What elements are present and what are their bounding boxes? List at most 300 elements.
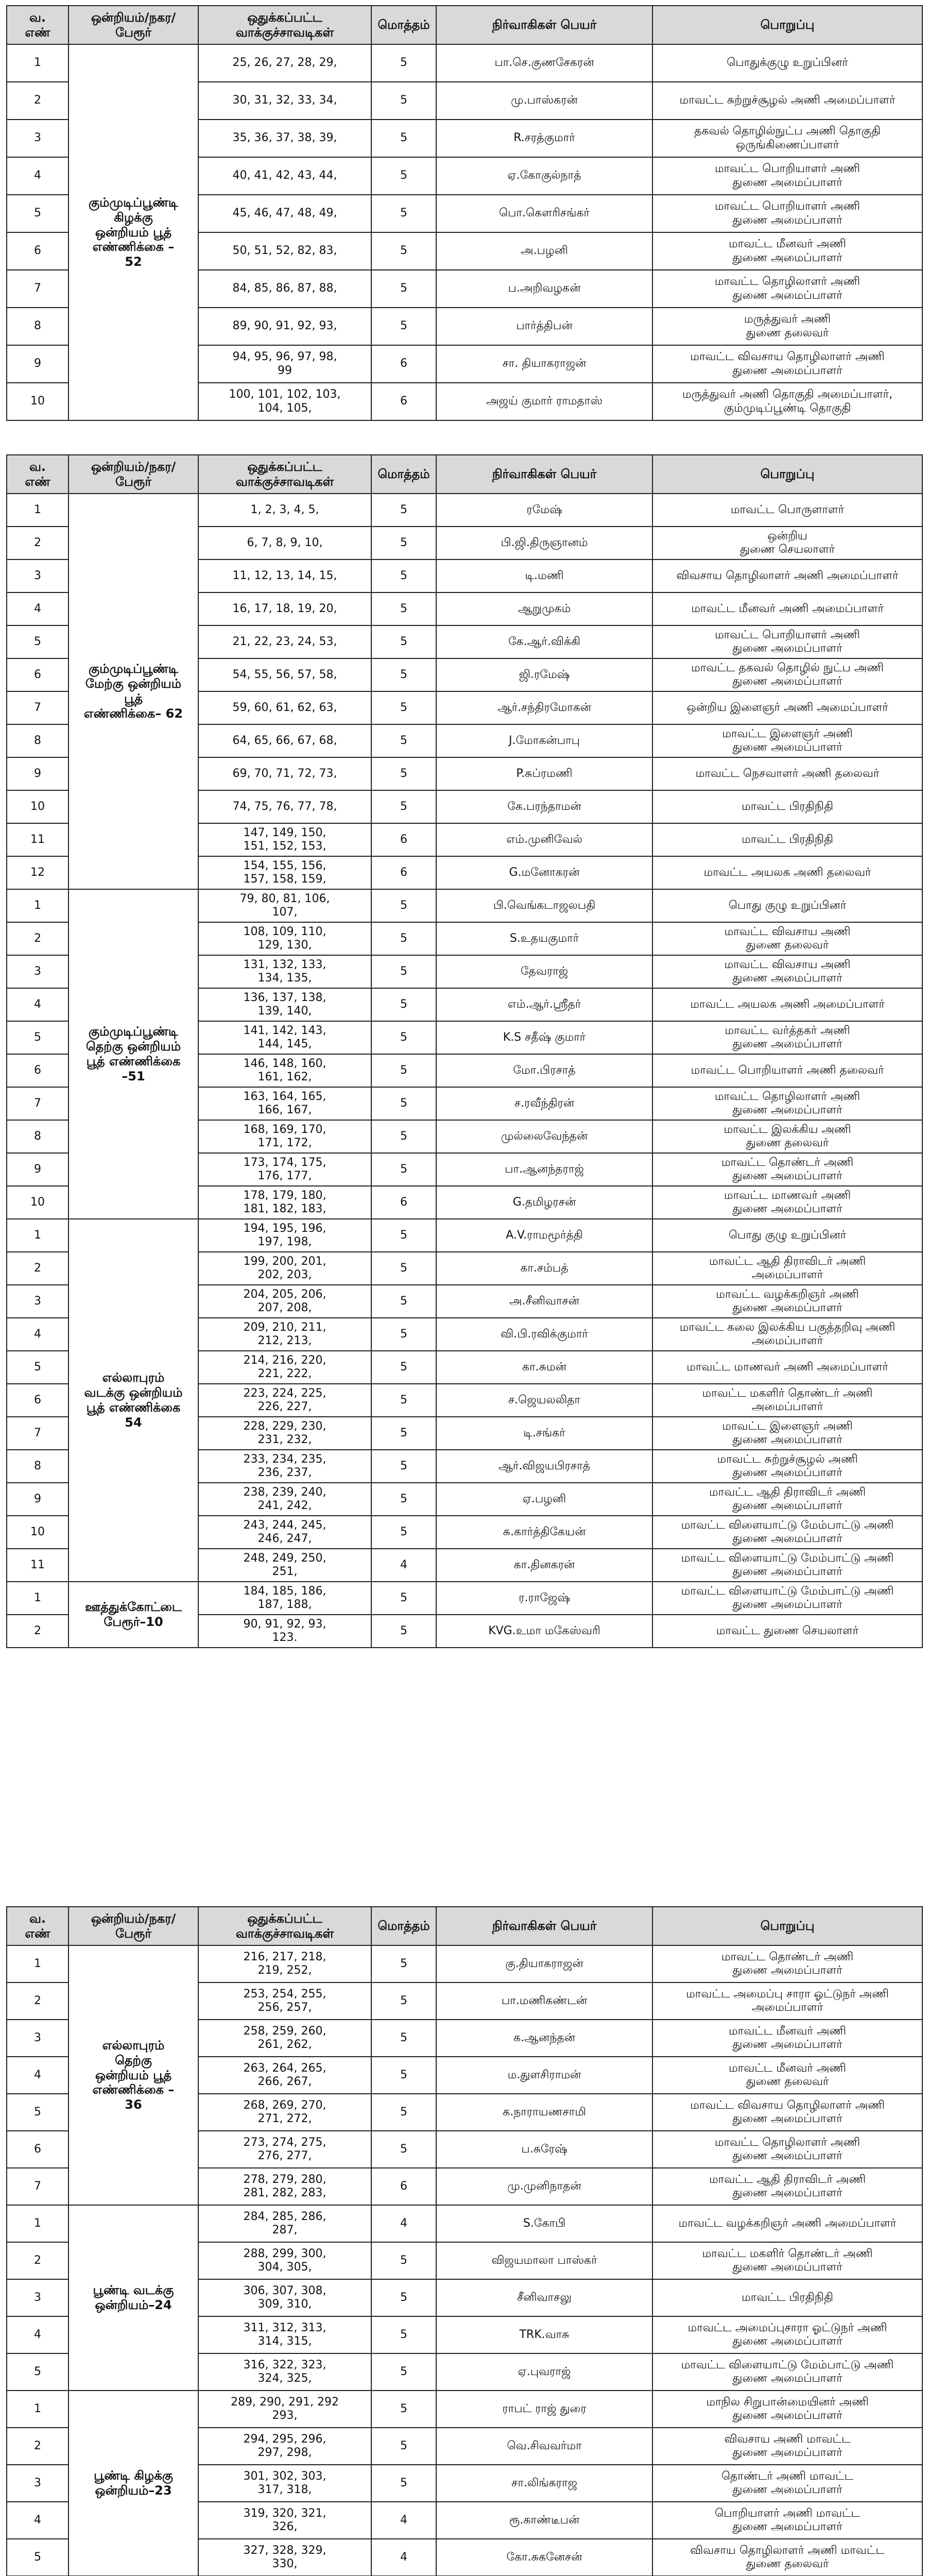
cell-booths: 35, 36, 37, 38, 39, bbox=[198, 120, 371, 157]
cell-total: 5 bbox=[371, 560, 436, 592]
cell-name: சா.லிங்கராஜ bbox=[436, 2465, 652, 2502]
cell-role: மாவட்ட விளையாட்டு மேம்பாட்டு அணி துணை அமைப்பாளர் bbox=[652, 2353, 922, 2391]
table-row bbox=[7, 1219, 922, 1252]
cell-name: பா.மணிகண்டன் bbox=[436, 1982, 652, 2020]
cell-name: வி.பி.ரவிக்குமார் bbox=[436, 1318, 652, 1351]
cell-role: மாவட்ட கலை இலக்கிய பகுத்தறிவு அணி அமைப்பாளர் bbox=[652, 1318, 922, 1351]
table-row bbox=[7, 1582, 922, 1615]
cell-role: மாவட்ட ஆதி திராவிடர் அணி துணை அமைப்பாளர் bbox=[652, 2168, 922, 2205]
cell-role: மாவட்ட விவசாய அணி துணை தலைவர் bbox=[652, 922, 922, 955]
cell-booths: 131, 132, 133, 134, 135, bbox=[198, 955, 371, 988]
cell-name: ர.ராஜேஷ் bbox=[436, 1582, 652, 1615]
cell-name: G.மனோகரன் bbox=[436, 856, 652, 889]
cell-total: 5 bbox=[371, 955, 436, 988]
cell-booths: 268, 269, 270, 271, 272, bbox=[198, 2094, 371, 2131]
header-union: ஒன்றியம்/நகர/ பேரூர் bbox=[68, 6, 198, 44]
cell-total: 5 bbox=[371, 1087, 436, 1120]
cell-name: ரமேஷ் bbox=[436, 494, 652, 527]
cell-role: ஒன்றிய துணை செயலாளர் bbox=[652, 527, 922, 560]
cell-num: 1 bbox=[7, 1582, 68, 1615]
cell-booths: 154, 155, 156, 157, 158, 159, bbox=[198, 856, 371, 889]
cell-booths: 21, 22, 23, 24, 53, bbox=[198, 625, 371, 658]
table-row bbox=[7, 889, 922, 922]
cell-name: டி.மணி bbox=[436, 560, 652, 592]
cell-name: மு.பாஸ்கரன் bbox=[436, 82, 652, 120]
cell-num: 3 bbox=[7, 2020, 68, 2057]
cell-num: 3 bbox=[7, 120, 68, 157]
cell-name: கே.பரந்தாமன் bbox=[436, 790, 652, 823]
cell-name: ஏ.புவராஜ் bbox=[436, 2353, 652, 2391]
cell-num: 4 bbox=[7, 157, 68, 195]
cell-booths: 284, 285, 286, 287, bbox=[198, 2205, 371, 2242]
cell-role: தகவல் தொழில்நுட்ப அணி தொகுதி ஒருங்கிணைப்பாளர் bbox=[652, 120, 922, 157]
cell-total: 6 bbox=[371, 1186, 436, 1219]
cell-booths: 223, 224, 225, 226, 227, bbox=[198, 1384, 371, 1417]
cell-role: பொது குழு உறுப்பினர் bbox=[652, 889, 922, 922]
cell-name: A.V.ராமமூர்த்தி bbox=[436, 1219, 652, 1252]
header-role: பொறுப்பு bbox=[652, 6, 922, 44]
cell-num: 12 bbox=[7, 856, 68, 889]
cell-name: பொ.கௌரிசங்கர் bbox=[436, 195, 652, 232]
cell-num: 5 bbox=[7, 195, 68, 232]
cell-booths: 64, 65, 66, 67, 68, bbox=[198, 724, 371, 757]
cell-booths: 319, 320, 321, 326, bbox=[198, 2502, 371, 2539]
cell-role: ஒன்றிய இளைஞர் அணி அமைப்பாளர் bbox=[652, 691, 922, 724]
cell-num: 1 bbox=[7, 44, 68, 82]
header-num: வ. எண் bbox=[7, 455, 68, 494]
cell-name: க.நாராயணசாமி bbox=[436, 2094, 652, 2131]
cell-booths: 74, 75, 76, 77, 78, bbox=[198, 790, 371, 823]
cell-booths: 54, 55, 56, 57, 58, bbox=[198, 658, 371, 691]
cell-role: பொது குழு உறுப்பினர் bbox=[652, 1219, 922, 1252]
cell-total: 4 bbox=[371, 2502, 436, 2539]
cell-role: மாவட்ட சுற்றுச்சூழல் அணி துணை அமைப்பாளர் bbox=[652, 1450, 922, 1483]
cell-booths: 209, 210, 211, 212, 213, bbox=[198, 1318, 371, 1351]
cell-num: 3 bbox=[7, 955, 68, 988]
cell-role: மாவட்ட தொழிலாளர் அணி துணை அமைப்பாளர் bbox=[652, 270, 922, 308]
cell-role: மாவட்ட விவசாய தொழிலாளர் அணி துணை அமைப்பாளர் bbox=[652, 345, 922, 383]
cell-role: மாவட்ட அமைப்பு சாரா ஓட்டுநர் அணி அமைப்பாளர் bbox=[652, 1982, 922, 2020]
cell-role: மாவட்ட தொழிலாளர் அணி துணை அமைப்பாளர் bbox=[652, 2131, 922, 2168]
cell-num: 2 bbox=[7, 2428, 68, 2465]
cell-num: 5 bbox=[7, 625, 68, 658]
cell-num: 9 bbox=[7, 757, 68, 790]
cell-booths: 108, 109, 110, 129, 130, bbox=[198, 922, 371, 955]
cell-num: 6 bbox=[7, 232, 68, 270]
cell-booths: 327, 328, 329, 330, bbox=[198, 2539, 371, 2576]
cell-name: கா.சுமன் bbox=[436, 1351, 652, 1384]
cell-name: S.உதயகுமார் bbox=[436, 922, 652, 955]
cell-name: ஆறுமுகம் bbox=[436, 592, 652, 625]
cell-num: 9 bbox=[7, 1483, 68, 1516]
cell-union-group: கும்முடிப்பூண்டி கிழக்கு ஒன்றியம் பூத் எண்ணிக்கை – 52 bbox=[68, 44, 198, 420]
cell-num: 1 bbox=[7, 2205, 68, 2242]
cell-booths: 289, 290, 291, 292 293, bbox=[198, 2391, 371, 2428]
cell-num: 1 bbox=[7, 1219, 68, 1252]
header-union: ஒன்றியம்/நகர/ பேரூர் bbox=[68, 1907, 198, 1945]
cell-num: 6 bbox=[7, 1384, 68, 1417]
cell-role: பொறியாளர் அணி மாவட்ட துணை அமைப்பாளர் bbox=[652, 2502, 922, 2539]
cell-total: 5 bbox=[371, 2465, 436, 2502]
cell-total: 4 bbox=[371, 2539, 436, 2576]
cell-booths: 40, 41, 42, 43, 44, bbox=[198, 157, 371, 195]
cell-booths: 288, 299, 300, 304, 305, bbox=[198, 2242, 371, 2279]
header-name: நிர்வாகிகள் பெயர் bbox=[436, 455, 652, 494]
cell-booths: 301, 302, 303, 317, 318, bbox=[198, 2465, 371, 2502]
cell-role: மாவட்ட மகளிர் தொண்டர் அணி துணை அமைப்பாளர் bbox=[652, 2242, 922, 2279]
cell-name: ச.ரவீந்திரன் bbox=[436, 1087, 652, 1120]
cell-role: மருத்துவர் அணி துணை தலைவர் bbox=[652, 308, 922, 345]
cell-role: மாவட்ட அமைப்புசாரா ஓட்டுநர் அணி துணை அமைப்பாளர் bbox=[652, 2316, 922, 2353]
cell-role: மாவட்ட பொறியாளர் அணி தலைவர் bbox=[652, 1054, 922, 1087]
cell-booths: 184, 185, 186, 187, 188, bbox=[198, 1582, 371, 1615]
cell-booths: 50, 51, 52, 82, 83, bbox=[198, 232, 371, 270]
cell-role: மாவட்ட விவசாய தொழிலாளர் அணி துணை அமைப்பாளர் bbox=[652, 2094, 922, 2131]
header-name: நிர்வாகிகள் பெயர் bbox=[436, 6, 652, 44]
cell-name: சீனிவாசலு bbox=[436, 2279, 652, 2316]
cell-role: மாவட்ட வழக்கறிஞர் அணி அமைப்பாளர் bbox=[652, 2205, 922, 2242]
cell-num: 4 bbox=[7, 988, 68, 1021]
cell-union-group: ஊத்துக்கோட்டை பேரூர்–10 bbox=[68, 1582, 198, 1648]
cell-booths: 84, 85, 86, 87, 88, bbox=[198, 270, 371, 308]
cell-num: 7 bbox=[7, 1087, 68, 1120]
cell-num: 5 bbox=[7, 2539, 68, 2576]
header-role: பொறுப்பு bbox=[652, 1907, 922, 1945]
cell-total: 5 bbox=[371, 1318, 436, 1351]
cell-name: TRK.வாசு bbox=[436, 2316, 652, 2353]
cell-booths: 248, 249, 250, 251, bbox=[198, 1549, 371, 1582]
cell-total: 5 bbox=[371, 1417, 436, 1450]
cell-role: மாவட்ட பொறியாளர் அணி துணை அமைப்பாளர் bbox=[652, 157, 922, 195]
cell-union-group: கும்முடிப்பூண்டி தெற்கு ஒன்றியம் பூத் எண்ணிக்கை –51 bbox=[68, 889, 198, 1219]
cell-num: 2 bbox=[7, 82, 68, 120]
cell-union-group: கும்முடிப்பூண்டி மேற்கு ஒன்றியம் பூத் எண்ணிக்கை– 62 bbox=[68, 494, 198, 889]
cell-booths: 214, 216, 220, 221, 222, bbox=[198, 1351, 371, 1384]
cell-total: 5 bbox=[371, 2316, 436, 2353]
cell-name: ப.சுரேஷ் bbox=[436, 2131, 652, 2168]
header-total: மொத்தம் bbox=[371, 6, 436, 44]
cell-role: மாவட்ட இளைஞர் அணி துணை அமைப்பாளர் bbox=[652, 724, 922, 757]
cell-name: பி.ஜி.திருஞானம் bbox=[436, 527, 652, 560]
cell-total: 5 bbox=[371, 157, 436, 195]
cell-num: 10 bbox=[7, 1516, 68, 1549]
cell-role: மாவட்ட சுற்றுச்சூழல் அணி அமைப்பாளர் bbox=[652, 82, 922, 120]
header-booths: ஒதுக்கப்பட்ட வாக்குச்சாவடிகள் bbox=[198, 6, 371, 44]
table-row bbox=[7, 2391, 922, 2428]
cell-booths: 199, 200, 201, 202, 203, bbox=[198, 1252, 371, 1285]
cell-name: கா.தினகரன் bbox=[436, 1549, 652, 1582]
cell-num: 11 bbox=[7, 1549, 68, 1582]
header-role: பொறுப்பு bbox=[652, 455, 922, 494]
cell-booths: 25, 26, 27, 28, 29, bbox=[198, 44, 371, 82]
cell-num: 3 bbox=[7, 2465, 68, 2502]
cell-role: மாவட்ட அயலக அணி அமைப்பாளர் bbox=[652, 988, 922, 1021]
cell-name: K.S சதீஷ் குமார் bbox=[436, 1021, 652, 1054]
cell-name: அஜய் குமார் ராமதாஸ் bbox=[436, 383, 652, 420]
cell-num: 8 bbox=[7, 724, 68, 757]
cell-name: S.கோபி bbox=[436, 2205, 652, 2242]
cell-total: 5 bbox=[371, 1219, 436, 1252]
cell-total: 5 bbox=[371, 790, 436, 823]
cell-total: 5 bbox=[371, 2391, 436, 2428]
cell-num: 5 bbox=[7, 2094, 68, 2131]
cell-role: மாவட்ட வழக்கறிஞர் அணி துணை அமைப்பாளர் bbox=[652, 1285, 922, 1318]
cell-booths: 278, 279, 280, 281, 282, 283, bbox=[198, 2168, 371, 2205]
cell-total: 5 bbox=[371, 757, 436, 790]
cell-name: கோ.சுகனேசன் bbox=[436, 2539, 652, 2576]
cell-num: 6 bbox=[7, 658, 68, 691]
cell-total: 5 bbox=[371, 195, 436, 232]
cell-name: ச.ஜெயலலிதா bbox=[436, 1384, 652, 1417]
cell-role: மாவட்ட ஆதி திராவிடர் அணி அமைப்பாளர் bbox=[652, 1252, 922, 1285]
header-total: மொத்தம் bbox=[371, 1907, 436, 1945]
cell-name: ரூ.காண்டீபன் bbox=[436, 2502, 652, 2539]
cell-num: 2 bbox=[7, 1252, 68, 1285]
cell-role: மாவட்ட மீனவர் அணி துணை தலைவர் bbox=[652, 2057, 922, 2094]
cell-num: 3 bbox=[7, 560, 68, 592]
cell-union-group: எல்லாபுரம் வடக்கு ஒன்றியம் பூத் எண்ணிக்கை 54 bbox=[68, 1219, 198, 1582]
cell-name: G.தமிழரசன் bbox=[436, 1186, 652, 1219]
cell-role: மாவட்ட அயலக அணி தலைவர் bbox=[652, 856, 922, 889]
cell-booths: 141, 142, 143, 144, 145, bbox=[198, 1021, 371, 1054]
cell-total: 5 bbox=[371, 2020, 436, 2057]
cell-role: மாவட்ட மாணவர் அணி துணை அமைப்பாளர் bbox=[652, 1186, 922, 1219]
cell-num: 4 bbox=[7, 2502, 68, 2539]
cell-booths: 316, 322, 323, 324, 325, bbox=[198, 2353, 371, 2391]
cell-total: 5 bbox=[371, 2353, 436, 2391]
cell-num: 10 bbox=[7, 790, 68, 823]
cell-booths: 228, 229, 230, 231, 232, bbox=[198, 1417, 371, 1450]
cell-role: மாவட்ட விளையாட்டு மேம்பாட்டு அணி துணை அமைப்பாளர் bbox=[652, 1516, 922, 1549]
cell-total: 5 bbox=[371, 922, 436, 955]
table-row bbox=[7, 44, 922, 82]
cell-total: 5 bbox=[371, 2131, 436, 2168]
cell-total: 5 bbox=[371, 1516, 436, 1549]
cell-role: விவசாய தொழிலாளர் அணி அமைப்பாளர் bbox=[652, 560, 922, 592]
cell-role: மாவட்ட பொருளாளர் bbox=[652, 494, 922, 527]
header-row bbox=[7, 6, 922, 44]
cell-num: 7 bbox=[7, 2168, 68, 2205]
cell-role: மாவட்ட தொண்டர் அணி துணை அமைப்பாளர் bbox=[652, 1153, 922, 1186]
cell-name: ஆர்.விஜயபிரசாத் bbox=[436, 1450, 652, 1483]
cell-role: மாவட்ட பிரதிநிதி bbox=[652, 790, 922, 823]
cell-num: 7 bbox=[7, 691, 68, 724]
cell-total: 5 bbox=[371, 1450, 436, 1483]
cell-name: வெ.சிவவர்மா bbox=[436, 2428, 652, 2465]
cell-total: 4 bbox=[371, 2205, 436, 2242]
cell-total: 6 bbox=[371, 345, 436, 383]
cell-total: 5 bbox=[371, 1153, 436, 1186]
cell-booths: 168, 169, 170, 171, 172, bbox=[198, 1120, 371, 1153]
cell-booths: 243, 244, 245, 246, 247, bbox=[198, 1516, 371, 1549]
cell-total: 5 bbox=[371, 2428, 436, 2465]
header-name: நிர்வாகிகள் பெயர் bbox=[436, 1907, 652, 1945]
cell-name: க.ஆனந்தன் bbox=[436, 2020, 652, 2057]
cell-total: 5 bbox=[371, 494, 436, 527]
cell-role: மாவட்ட தொண்டர் அணி துணை அமைப்பாளர் bbox=[652, 1945, 922, 1982]
cell-total: 5 bbox=[371, 1285, 436, 1318]
cell-name: ப.அறிவழகன் bbox=[436, 270, 652, 308]
cell-total: 6 bbox=[371, 856, 436, 889]
cell-booths: 45, 46, 47, 48, 49, bbox=[198, 195, 371, 232]
cell-booths: 178, 179, 180, 181, 182, 183, bbox=[198, 1186, 371, 1219]
cell-name: விஜயமாலா பாஸ்கர் bbox=[436, 2242, 652, 2279]
cell-total: 5 bbox=[371, 120, 436, 157]
cell-num: 2 bbox=[7, 2242, 68, 2279]
cell-total: 5 bbox=[371, 82, 436, 120]
cell-role: மாவட்ட மாணவர் அணி அமைப்பாளர் bbox=[652, 1351, 922, 1384]
cell-role: மாவட்ட விவசாய அணி துணை அமைப்பாளர் bbox=[652, 955, 922, 988]
cell-booths: 69, 70, 71, 72, 73, bbox=[198, 757, 371, 790]
header-total: மொத்தம் bbox=[371, 455, 436, 494]
cell-num: 5 bbox=[7, 2353, 68, 2391]
cell-num: 3 bbox=[7, 1285, 68, 1318]
cell-name: ஆர்.சந்திரமோகன் bbox=[436, 691, 652, 724]
cell-booths: 258, 259, 260, 261, 262, bbox=[198, 2020, 371, 2057]
cell-total: 5 bbox=[371, 1982, 436, 2020]
cell-booths: 30, 31, 32, 33, 34, bbox=[198, 82, 371, 120]
cell-num: 10 bbox=[7, 1186, 68, 1219]
cell-name: எம்.முனிவேல் bbox=[436, 823, 652, 856]
cell-role: மாவட்ட இளைஞர் அணி துணை அமைப்பாளர் bbox=[652, 1417, 922, 1450]
cell-booths: 233, 234, 235, 236, 237, bbox=[198, 1450, 371, 1483]
header-num: வ. எண் bbox=[7, 6, 68, 44]
header-booths: ஒதுக்கப்பட்ட வாக்குச்சாவடிகள் bbox=[198, 1907, 371, 1945]
cell-booths: 90, 91, 92, 93, 123. bbox=[198, 1615, 371, 1648]
cell-role: மாவட்ட மகளிர் தொண்டர் அணி அமைப்பாளர் bbox=[652, 1384, 922, 1417]
cell-name: P.சுப்ரமணி bbox=[436, 757, 652, 790]
cell-total: 5 bbox=[371, 308, 436, 345]
cell-total: 5 bbox=[371, 2242, 436, 2279]
cell-total: 5 bbox=[371, 1021, 436, 1054]
cell-num: 11 bbox=[7, 823, 68, 856]
header-booths: ஒதுக்கப்பட்ட வாக்குச்சாவடிகள் bbox=[198, 455, 371, 494]
cell-booths: 173, 174, 175, 176, 177, bbox=[198, 1153, 371, 1186]
cell-role: மாவட்ட மீனவர் அணி அமைப்பாளர் bbox=[652, 592, 922, 625]
cell-name: பி.வெங்கடாஜலபதி bbox=[436, 889, 652, 922]
cell-total: 4 bbox=[371, 1549, 436, 1582]
cell-total: 5 bbox=[371, 1483, 436, 1516]
cell-num: 8 bbox=[7, 1120, 68, 1153]
cell-role: தொண்டர் அணி மாவட்ட துணை அமைப்பாளர் bbox=[652, 2465, 922, 2502]
cell-num: 1 bbox=[7, 2391, 68, 2428]
cell-booths: 163, 164, 165, 166, 167, bbox=[198, 1087, 371, 1120]
cell-role: மாவட்ட நெசவாளர் அணி தலைவர் bbox=[652, 757, 922, 790]
cell-num: 6 bbox=[7, 1054, 68, 1087]
cell-total: 5 bbox=[371, 988, 436, 1021]
cell-num: 4 bbox=[7, 1318, 68, 1351]
table-part-1 bbox=[6, 5, 923, 421]
cell-num: 8 bbox=[7, 1450, 68, 1483]
cell-total: 5 bbox=[371, 1252, 436, 1285]
cell-role: மருத்துவர் அணி தொகுதி அமைப்பாளர், கும்முடிப்பூண்டி தொகுதி bbox=[652, 383, 922, 420]
cell-name: J.மோகன்பாபு bbox=[436, 724, 652, 757]
cell-name: பார்த்திபன் bbox=[436, 308, 652, 345]
cell-booths: 79, 80, 81, 106, 107, bbox=[198, 889, 371, 922]
cell-booths: 273, 274, 275, 276, 277, bbox=[198, 2131, 371, 2168]
cell-role: மாவட்ட இலக்கிய அணி துணை தலைவர் bbox=[652, 1120, 922, 1153]
cell-name: மு.முனிநாதன் bbox=[436, 2168, 652, 2205]
cell-name: சு.கார்த்திகேயன் bbox=[436, 1516, 652, 1549]
cell-total: 5 bbox=[371, 1945, 436, 1982]
cell-role: மாவட்ட பிரதிநிதி bbox=[652, 2279, 922, 2316]
cell-name: அ.சீனிவாசன் bbox=[436, 1285, 652, 1318]
cell-total: 5 bbox=[371, 270, 436, 308]
cell-total: 5 bbox=[371, 527, 436, 560]
cell-num: 6 bbox=[7, 2131, 68, 2168]
table-part-2 bbox=[6, 454, 923, 1648]
cell-num: 4 bbox=[7, 2057, 68, 2094]
cell-name: கே.ஆர்.விக்கி bbox=[436, 625, 652, 658]
cell-booths: 253, 254, 255, 256, 257, bbox=[198, 1982, 371, 2020]
cell-role: விவசாய அணி மாவட்ட துணை அமைப்பாளர் bbox=[652, 2428, 922, 2465]
cell-total: 5 bbox=[371, 2279, 436, 2316]
cell-total: 6 bbox=[371, 383, 436, 420]
cell-name: மோ.பிரசாத் bbox=[436, 1054, 652, 1087]
cell-num: 2 bbox=[7, 1982, 68, 2020]
cell-num: 8 bbox=[7, 308, 68, 345]
cell-name: சா. தியாகராஜன் bbox=[436, 345, 652, 383]
cell-role: மாவட்ட மீனவர் அணி துணை அமைப்பாளர் bbox=[652, 232, 922, 270]
cell-total: 5 bbox=[371, 592, 436, 625]
cell-role: மாநில சிறுபான்மையினர் அணி துணை அமைப்பாளர் bbox=[652, 2391, 922, 2428]
cell-total: 5 bbox=[371, 658, 436, 691]
cell-booths: 146, 148, 160, 161, 162, bbox=[198, 1054, 371, 1087]
cell-total: 5 bbox=[371, 2057, 436, 2094]
cell-union-group: பூண்டி கிழக்கு ஒன்றியம்–23 bbox=[68, 2391, 198, 2576]
cell-num: 2 bbox=[7, 922, 68, 955]
cell-total: 5 bbox=[371, 1054, 436, 1087]
cell-num: 2 bbox=[7, 527, 68, 560]
cell-total: 5 bbox=[371, 889, 436, 922]
cell-num: 1 bbox=[7, 889, 68, 922]
cell-total: 5 bbox=[371, 232, 436, 270]
cell-role: மாவட்ட விளையாட்டு மேம்பாட்டு அணி துணை அமைப்பாளர் bbox=[652, 1549, 922, 1582]
cell-total: 5 bbox=[371, 1351, 436, 1384]
cell-booths: 204, 205, 206, 207, 208, bbox=[198, 1285, 371, 1318]
cell-booths: 6, 7, 8, 9, 10, bbox=[198, 527, 371, 560]
table-row bbox=[7, 494, 922, 527]
cell-booths: 16, 17, 18, 19, 20, bbox=[198, 592, 371, 625]
cell-role: மாவட்ட விளையாட்டு மேம்பாட்டு அணி துணை அமைப்பாளர் bbox=[652, 1582, 922, 1615]
header-row bbox=[7, 455, 922, 494]
cell-booths: 89, 90, 91, 92, 93, bbox=[198, 308, 371, 345]
cell-booths: 94, 95, 96, 97, 98, 99 bbox=[198, 345, 371, 383]
cell-role: மாவட்ட பிரதிநிதி bbox=[652, 823, 922, 856]
cell-booths: 1, 2, 3, 4, 5, bbox=[198, 494, 371, 527]
cell-booths: 194, 195, 196, 197, 198, bbox=[198, 1219, 371, 1252]
cell-num: 1 bbox=[7, 1945, 68, 1982]
cell-num: 10 bbox=[7, 383, 68, 420]
cell-booths: 147, 149, 150, 151, 152, 153, bbox=[198, 823, 371, 856]
cell-num: 4 bbox=[7, 592, 68, 625]
cell-name: R.சரத்குமார் bbox=[436, 120, 652, 157]
cell-role: மாவட்ட ஆதி திராவிடர் அணி துணை அமைப்பாளர் bbox=[652, 1483, 922, 1516]
cell-name: ம.துளசிராமன் bbox=[436, 2057, 652, 2094]
cell-num: 1 bbox=[7, 494, 68, 527]
cell-total: 5 bbox=[371, 1384, 436, 1417]
cell-booths: 294, 295, 296, 297, 298, bbox=[198, 2428, 371, 2465]
cell-name: கா.சம்பத் bbox=[436, 1252, 652, 1285]
cell-name: தேவராஜ் bbox=[436, 955, 652, 988]
cell-num: 7 bbox=[7, 1417, 68, 1450]
cell-total: 5 bbox=[371, 1615, 436, 1648]
header-union: ஒன்றியம்/நகர/ பேரூர் bbox=[68, 455, 198, 494]
cell-name: பா.செ.குணசேகரன் bbox=[436, 44, 652, 82]
cell-booths: 11, 12, 13, 14, 15, bbox=[198, 560, 371, 592]
cell-booths: 59, 60, 61, 62, 63, bbox=[198, 691, 371, 724]
cell-name: ராபட் ராஜ் துரை bbox=[436, 2391, 652, 2428]
